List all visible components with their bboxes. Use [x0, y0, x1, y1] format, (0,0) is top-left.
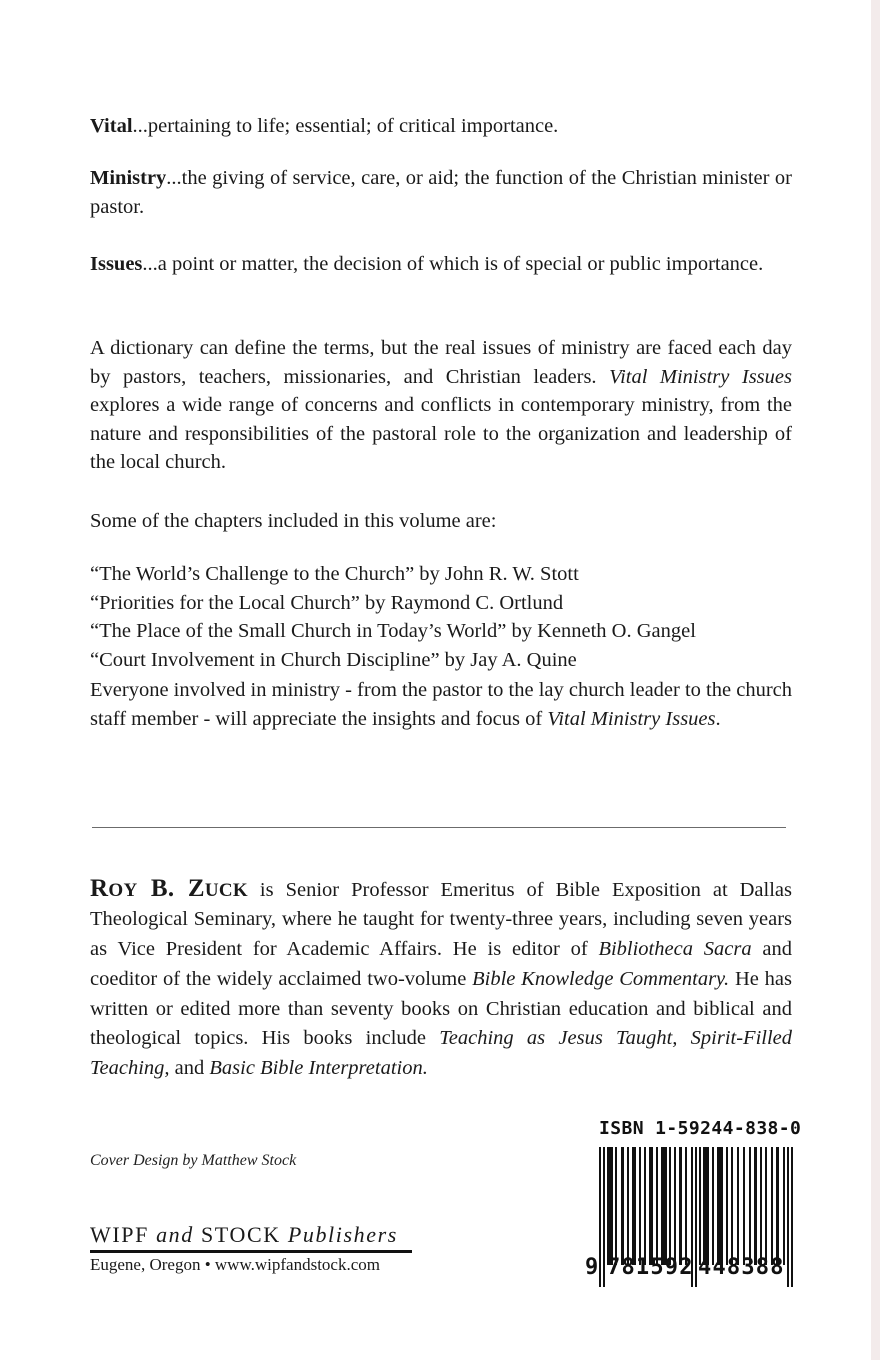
definition-ministry [90, 164, 792, 221]
book-titles: Teaching as Jesus Taught, Spirit-Filled Teaching, [90, 1027, 793, 1080]
definition-term: Ministry [90, 167, 167, 189]
author-name-initial: R [90, 874, 109, 902]
definition-text: ...pertaining to life; essential; of critical importance. [132, 115, 559, 137]
definition-term: Vital [90, 115, 133, 137]
book-title: Basic Bible Interpretation. [209, 1057, 428, 1080]
bio-text: and coeditor of the widely acclaimed two-volume [90, 938, 792, 990]
author-name-smallcaps: UCK [204, 879, 248, 901]
commentary-title: Bible Knowledge Commentary. [472, 967, 730, 990]
chapter-item: “The World’s Challenge to the Church” by John R. W. Stott [90, 563, 579, 585]
publisher-location: Eugene, Oregon • www.wipfandstock.com [90, 1255, 380, 1274]
section-divider [92, 827, 786, 828]
chapter-list [90, 560, 810, 674]
author-name [90, 875, 248, 902]
publisher-rule [90, 1250, 412, 1253]
publisher-block [90, 1222, 412, 1275]
barcode-digit-first: 9 [585, 1255, 599, 1280]
barcode-digits-left: 781592 [607, 1255, 694, 1280]
isbn-barcode [585, 1118, 802, 1288]
bio-text: is Senior Professor Emeritus of Bible Exposition at Dallas Theological Seminary, where he taught for twenty-three years, including seven years as Vice President for Academic Affairs. He is editor of [90, 878, 792, 961]
chapters-intro: Some of the chapters included in this volume are: [90, 510, 497, 532]
author-bio [90, 874, 792, 1085]
definition-issues [90, 250, 792, 279]
cover-design-credit: Cover Design by Matthew Stock [90, 1152, 297, 1169]
chapter-item: “Priorities for the Local Church” by Raymond C. Ortlund [90, 591, 564, 614]
definition-term: Issues [90, 253, 143, 275]
bio-text: He has written or edited more than seventy books on Christian education and biblical and theological topics. His books include [90, 967, 792, 1050]
description-text: A dictionary can define the terms, but the real issues of ministry are faced each day by pastors, teachers, missionaries, and Christian leaders. [90, 337, 792, 388]
page-edge-strip [871, 0, 880, 1360]
bio-text: and [169, 1057, 210, 1080]
publisher-name-part: STOCK [193, 1222, 288, 1247]
publisher-name-part: Publishers [287, 1222, 398, 1247]
barcode-bars [597, 1147, 795, 1267]
chapter-item: “The Place of the Small Church in Today’s World” by Kenneth O. Gangel [90, 620, 696, 643]
journal-title: Bibliotheca Sacra [598, 938, 752, 961]
author-name-initial: Z [187, 874, 205, 902]
closing-paragraph [90, 676, 792, 733]
closing-end: . [715, 707, 721, 730]
publisher-name-part: WIPF [90, 1222, 157, 1247]
book-description [90, 334, 792, 477]
publisher-name [90, 1222, 412, 1248]
publisher-name-part: and [156, 1222, 194, 1247]
closing-text: Everyone involved in ministry - from the pastor to the lay church leader to the church staff member - will appreciate the insights and focus of [90, 679, 792, 730]
definition-vital [90, 112, 792, 141]
book-title-italic: Vital Ministry Issues [547, 707, 716, 730]
definition-text: ...the giving of service, care, or aid; the function of the Christian minister or pastor. [90, 167, 792, 218]
chapter-item: “Court Involvement in Church Discipline” by Jay A. Quine [90, 648, 577, 671]
definition-text: ...a point or matter, the decision of which is of special or public importance. [142, 253, 764, 275]
isbn-label: ISBN 1-59244-838-0 [599, 1118, 802, 1139]
description-text: explores a wide range of concerns and conflicts in contemporary ministry, from the nature and responsibilities of the pastoral role to the organization and leadership of the local church. [90, 394, 792, 474]
barcode-digits-right: 448388 [698, 1255, 785, 1280]
book-title-italic: Vital Ministry Issues [609, 365, 792, 388]
author-name-smallcaps: OY [108, 879, 138, 901]
author-name-middle: B. [137, 874, 188, 902]
